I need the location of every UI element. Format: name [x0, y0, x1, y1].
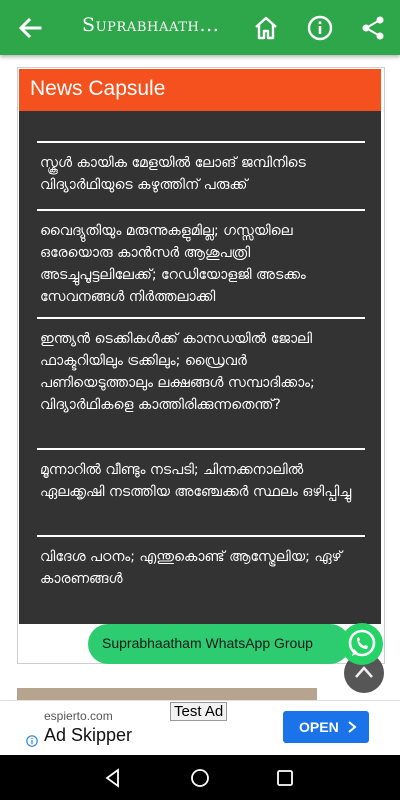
news-item[interactable]: [37, 209, 365, 319]
recents-square-icon[interactable]: [273, 766, 297, 790]
ad-banner[interactable]: [0, 700, 400, 756]
test-ad-label: Test Ad: [170, 702, 227, 721]
home-circle-icon[interactable]: [188, 766, 212, 790]
back-arrow-icon[interactable]: [12, 10, 48, 46]
ad-domain: espierto.com: [44, 709, 113, 723]
news-item-text: മൂന്നാറിൽ വീണ്ടും നടപടി; ചിന്നക്കനാലിൽ ഏലക്കൃഷി നടത്തിയ അഞ്ചേക്കർ സ്ഥലം ഒഴിപ്പിച്ചു: [40, 462, 352, 500]
chevron-right-icon: [347, 721, 357, 733]
ad-title: Ad Skipper: [44, 725, 133, 745]
news-item-text: ഇന്ത്യൻ ടെക്കികൾക്ക് കാനഡയിൽ ജോലി ഫാക്ടറിയിലും ട്രക്കിലും; ഡ്രൈവർ പണിയെടുത്താലും ലക്ഷങ്ങൾ സമ്പാദിക്കാം; വിദ്യാർഥികളെ കാത്തിരിക്കുന്നതെന്ത്?: [40, 331, 315, 413]
back-triangle-icon[interactable]: [101, 766, 125, 790]
news-capsule-card: [17, 67, 385, 664]
whatsapp-group-button[interactable]: [88, 624, 350, 664]
info-icon[interactable]: [304, 12, 336, 44]
news-item[interactable]: [37, 317, 365, 449]
news-item-text: വിദേശ പഠനം; എന്തുകൊണ്ട് ആസ്ട്രേലിയ; ഏഴ് കാരണങ്ങൾ: [40, 549, 342, 587]
ad-open-label: OPEN: [299, 719, 339, 735]
whatsapp-group-label: Suprabhaatham WhatsApp Group: [102, 635, 313, 651]
news-capsule-title: News Capsule: [30, 77, 166, 100]
whatsapp-icon[interactable]: [341, 623, 383, 665]
news-item-text: സ്കൂൾ കായിക മേളയിൽ ലോങ് ജമ്പിനിടെ വിദ്യാർഥിയുടെ കഴുത്തിന് പരുക്ക്: [40, 155, 306, 193]
app-title: Suprabhaath...: [82, 14, 220, 36]
app-bar: [0, 0, 400, 55]
ad-info-icon[interactable]: [26, 732, 38, 744]
news-capsule-header: [19, 69, 381, 111]
news-item[interactable]: [37, 141, 365, 211]
system-nav-bar: [0, 755, 400, 800]
share-icon[interactable]: [357, 12, 389, 44]
content-area: [0, 55, 400, 700]
ad-open-button[interactable]: [283, 711, 369, 743]
home-icon[interactable]: [250, 12, 282, 44]
news-item[interactable]: [37, 448, 365, 548]
news-item-text: വൈദ്യുതിയും മരുന്നുകളുമില്ല; ഗസ്സയിലെ ഒരേയൊരു കാൻസർ ആശുപത്രി അടച്ചുപൂട്ടലിലേക്ക്; റേഡിയോളജി അടക്കം സേവനങ്ങൾ നിർത്തലാക്കി: [40, 223, 306, 305]
article-thumbnail[interactable]: [17, 688, 317, 700]
news-item[interactable]: [37, 535, 365, 624]
news-list: [19, 111, 381, 624]
